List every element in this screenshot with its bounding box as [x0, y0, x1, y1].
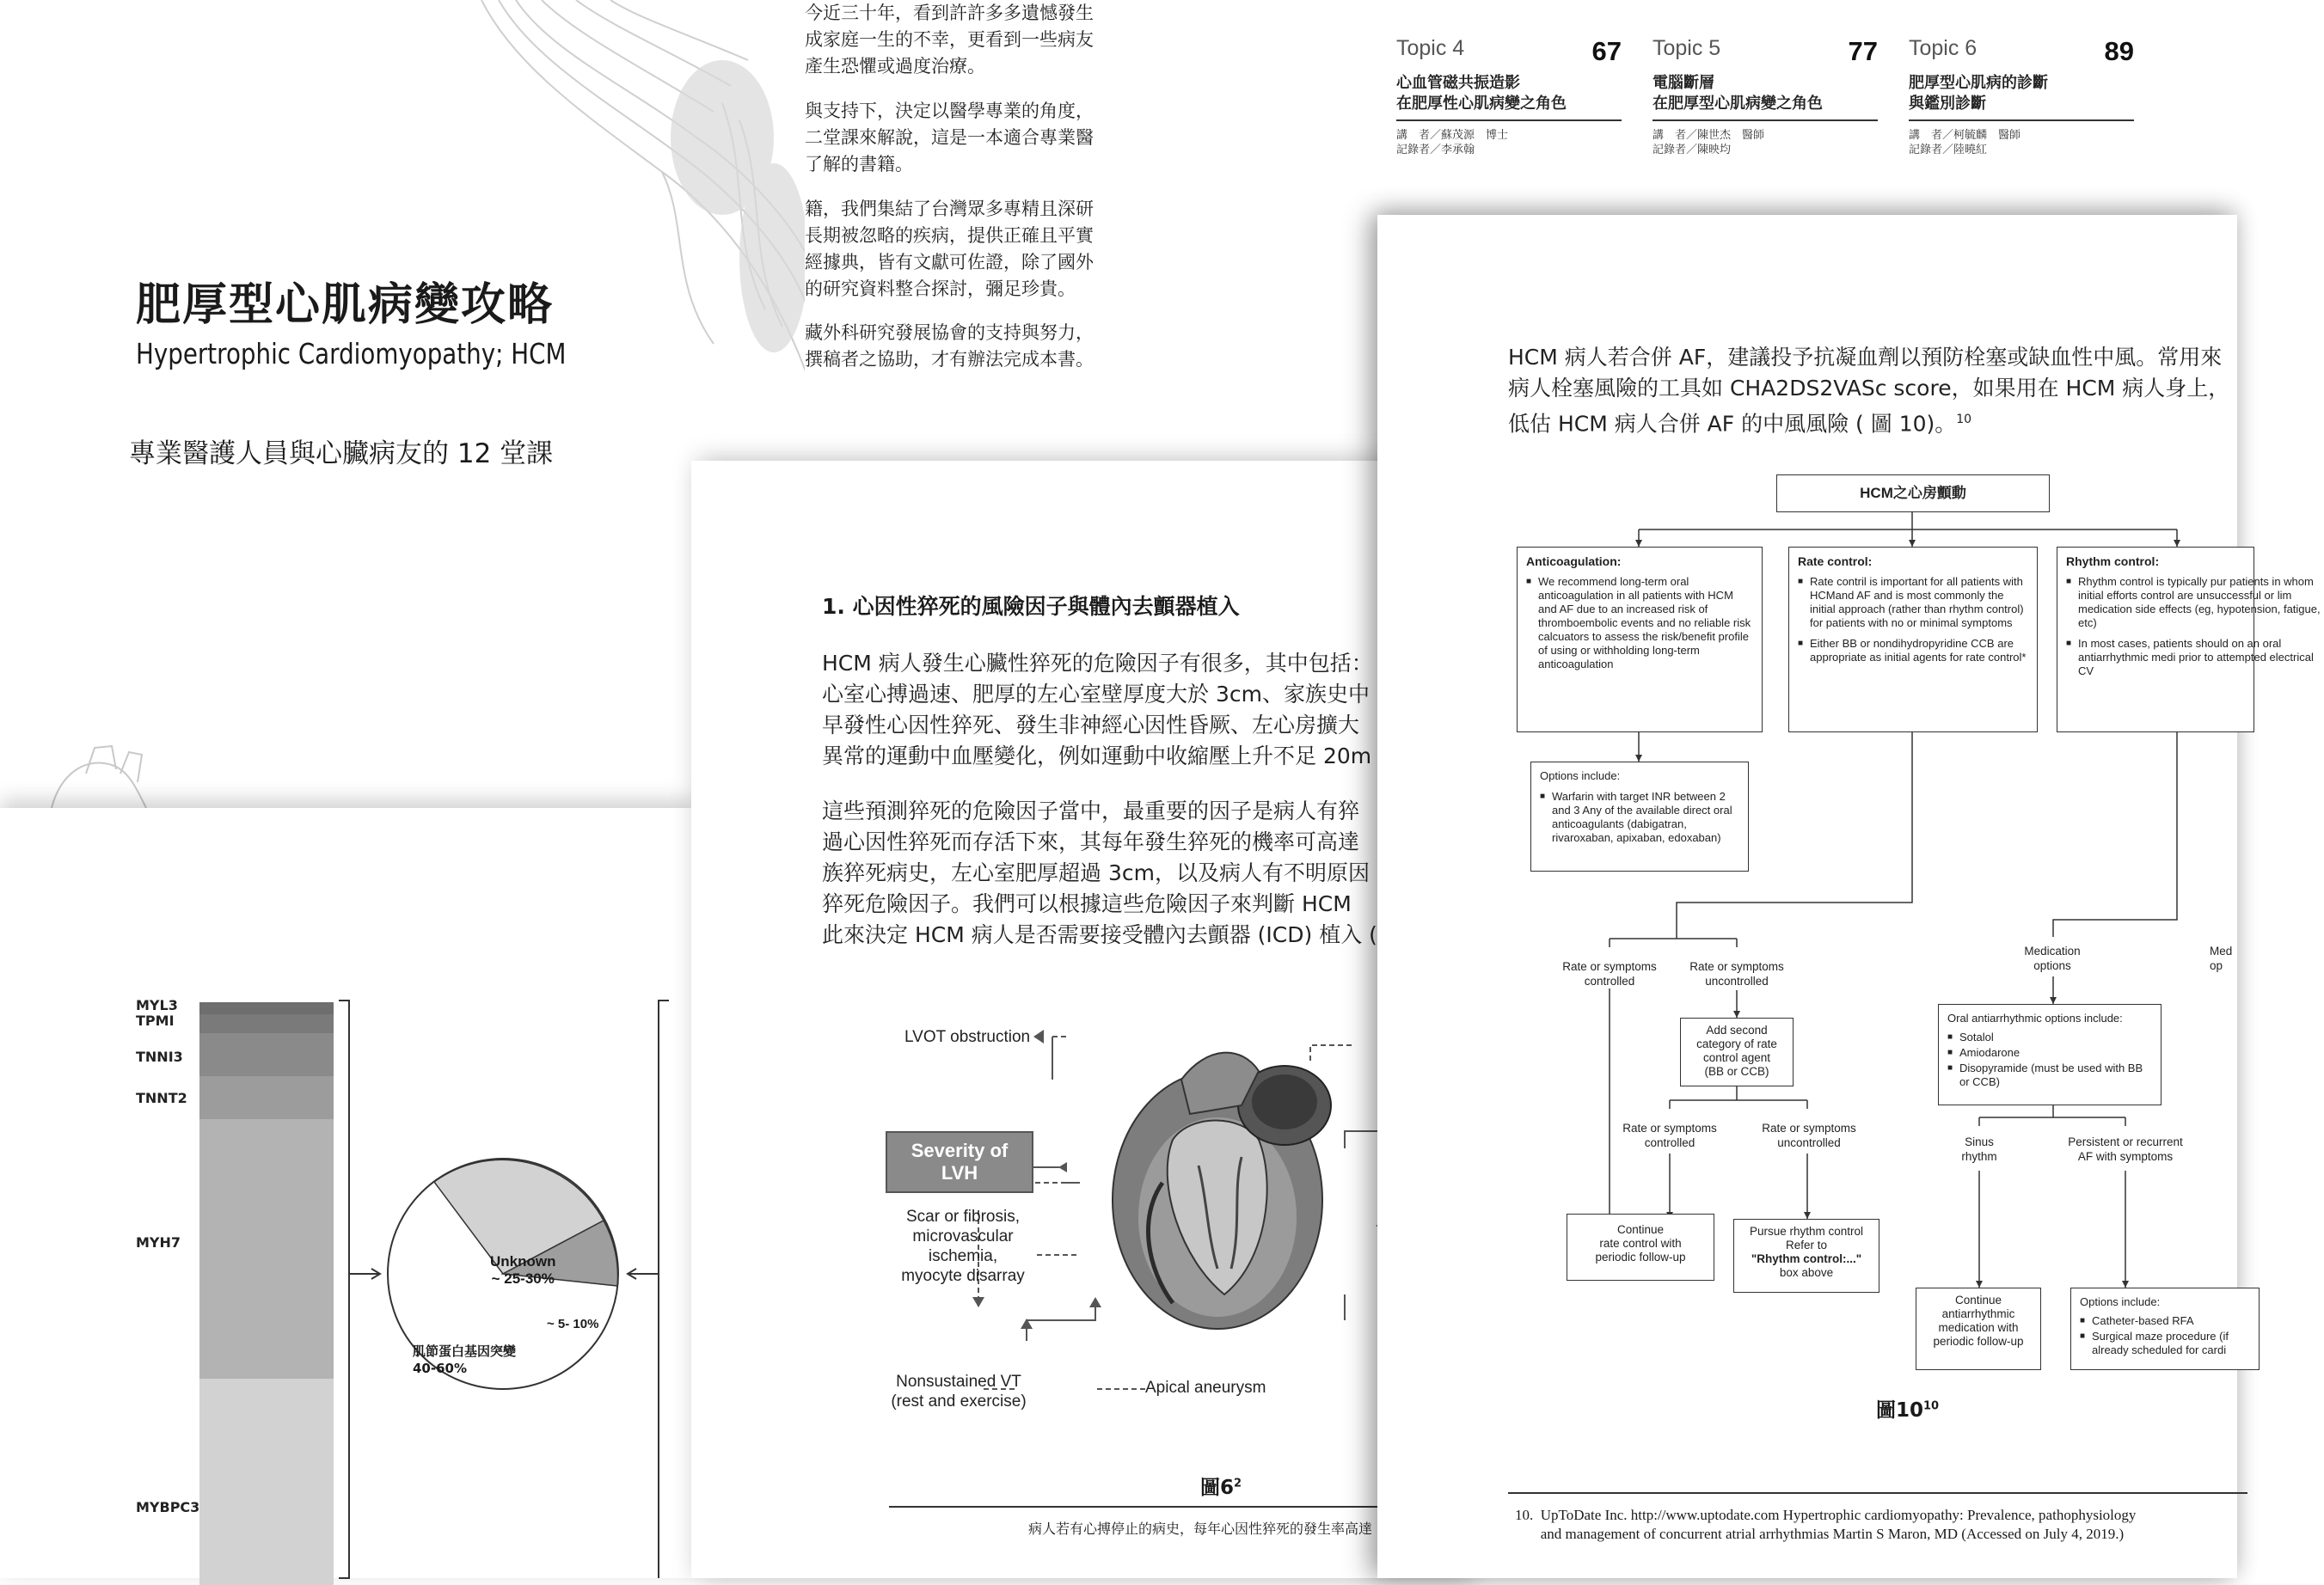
oral-antiarrhythmic-item: ■ Disopyramide (must be used with BB or CCB) — [1947, 1062, 2152, 1089]
rate-control-item: ■ Rate contril is important for all patients with HCMand AF and is most commonly the initial approach (rather than rhythm control) for patients with no or minimal symptoms — [1798, 575, 2028, 630]
topic-number: Topic 5 — [1653, 36, 1721, 60]
pie-unknown-pct: ~ 25-30% — [491, 1270, 555, 1287]
topic-title: 肥厚型心肌病的診斷 與鑑別診斷 — [1909, 74, 2048, 113]
rate-uncontrolled-label: Rate or symptoms uncontrolled — [1689, 960, 1784, 988]
preface-paragraph: 與支持下，決定以醫學專業的角度， 二堂課來解說，這是一本適合專業醫 了解的書籍。 — [805, 101, 1094, 174]
procedure-options-item: ■ Catheter-based RFA — [2080, 1314, 2250, 1328]
topic-entry — [1909, 36, 2134, 157]
topic-entry — [1396, 36, 1622, 157]
bar-segment-mybpc3 — [199, 1379, 334, 1585]
af-page — [1377, 215, 2321, 1578]
anticoag-options-box — [1530, 762, 1749, 872]
continue-antiarrhythmic-box: Continue antiarrhythmic medication with periodic follow-up — [1916, 1288, 2041, 1370]
anticoagulation-item: ■ We recommend long-term oral anticoagulation in all patients with HCM and AF due to an increased risk of thromboembolic events and no reliable risk calcuators to assess the risk/benefit profile of using or withholding long-term anticoagulation — [1526, 575, 1753, 671]
figure-10-caption — [1876, 1394, 1939, 1423]
medication-options-label-2: Med op — [2210, 945, 2233, 972]
figure-caption-ref: 2 — [1234, 1477, 1242, 1490]
figure-10-caption-text: 圖10 — [1876, 1399, 1924, 1422]
add-second-agent-box: Add second category of rate control agent (BB or CCB) — [1680, 1018, 1794, 1086]
topic-number: Topic 6 — [1909, 36, 1978, 60]
preface-paragraph: 今近三十年，看到許許多多遺憾發生 成家庭一生的不幸，更看到一些病友 產生恐懼或過度治療。 — [805, 3, 1094, 76]
figure-10-caption-ref: 10 — [1923, 1399, 1940, 1413]
bar-segment-tnnt2 — [199, 1076, 334, 1119]
af-line-text: 低估 HCM 病人合併 AF 的中風風險 ( 圖 10)。 — [1508, 411, 1957, 437]
topic-speaker: 講 者／蘇茂源 博士 記錄者／李承翰 — [1396, 129, 1509, 156]
gene-label: MYL3 — [136, 997, 178, 1013]
rate-controlled-label: Rate or symptoms controlled — [1562, 960, 1657, 988]
topic-page-number: 89 — [2104, 36, 2134, 66]
rate-control-box — [1788, 547, 2038, 732]
medication-options-label: Medication options — [2024, 945, 2081, 972]
heart-risk-figure — [691, 1011, 1465, 1372]
pie-sarcomere-pct: 40-60% — [413, 1361, 468, 1376]
scd-line: 猝死危險因子。我們可以根據這些危險因子來判斷 HCM — [822, 891, 1352, 916]
pursue-tail: box above — [1779, 1266, 1834, 1279]
anticoag-options-item: ■ Warfarin with target INR between 2 and 3 Any of the available direct oral anticoagulants (dabigatran, rivaroxaban, apixaban, edoxaban) — [1540, 790, 1739, 845]
cover-page — [0, 0, 805, 808]
topic-rule — [1653, 119, 1878, 121]
section-heading: 1. 心因性猝死的風險因子與體內去顫器植入 — [822, 594, 1240, 619]
preface-paragraph: 藏外科研究發展協會的支持與努力， 撰稿者之協助，才有辦法完成本書。 — [805, 322, 1094, 370]
topics-strip — [1379, 26, 2237, 181]
topic-page-number: 67 — [1591, 36, 1622, 66]
rhythm-control-title: Rhythm control: — [2066, 554, 2160, 568]
gene-label: TNNT2 — [136, 1090, 187, 1106]
pursue-rhythm-control-box — [1733, 1219, 1879, 1293]
anticoagulation-title: Anticoagulation: — [1526, 554, 1622, 568]
genetics-page — [0, 808, 696, 1578]
anticoagulation-box — [1517, 547, 1763, 732]
gene-label: MYBPC3 — [136, 1499, 200, 1515]
book-tagline: 專業醫護人員與心臟病友的 12 堂課 — [129, 438, 554, 469]
label-nonsustained-vt: Nonsustained VT (rest and exercise) — [891, 1373, 1027, 1411]
rate-control-title: Rate control: — [1798, 554, 1873, 568]
scd-page — [691, 461, 1465, 1578]
scd-line: 異常的運動中血壓變化，例如運動中收縮壓上升不足 20m — [822, 744, 1372, 768]
procedure-options-item: ■ Surgical maze procedure (if already scheduled for cardi — [2080, 1330, 2252, 1357]
severity-box: Severity of LVH — [886, 1131, 1033, 1193]
bar-segment-tpmi — [199, 1014, 334, 1033]
bar-segment-myh7 — [199, 1119, 334, 1379]
pie-label-unknown — [490, 1253, 556, 1288]
scd-line: 早發性心因性猝死、發生非神經心因性昏厥、左心房擴大 — [822, 713, 1360, 737]
rate-control-item: ■ Either BB or nondihydropyridine CCB are appropriate as initial agents for rate control* — [1798, 637, 2028, 664]
oral-antiarrhythmic-box — [1938, 1004, 2162, 1105]
pursue-text: Pursue rhythm control Refer to — [1749, 1225, 1864, 1251]
bracket-and-pie-figure — [327, 997, 696, 1582]
heart-illustration — [1113, 1053, 1331, 1329]
rate-controlled-label-2: Rate or symptoms controlled — [1622, 1122, 1717, 1149]
pie-unknown-text: Unknown — [490, 1253, 556, 1270]
pie-label-other: ~ 5- 10% — [547, 1317, 599, 1331]
gene-label: MYH7 — [136, 1234, 181, 1251]
topic-rule — [1396, 119, 1622, 121]
rhythm-control-box — [2057, 547, 2321, 732]
label-lvot-obstruction: LVOT obstruction — [904, 1028, 1031, 1046]
reference-rule — [1508, 1492, 2247, 1494]
sinus-rhythm-label: Sinus rhythm — [1961, 1135, 1997, 1163]
bar-segment-myl3 — [199, 1002, 334, 1014]
figure-caption-text: 圖6 — [1200, 1477, 1235, 1499]
scd-line: HCM 病人發生心臟性猝死的危險因子有很多，其中包括： — [822, 651, 1373, 676]
bar-segment-tnni3 — [199, 1033, 334, 1076]
procedure-options-box — [2070, 1288, 2260, 1370]
pie-sarcomere-text: 肌節蛋白基因突變 — [413, 1343, 517, 1359]
oral-antiarrhythmic-item: ■ Sotalol — [1947, 1031, 2152, 1044]
rhythm-control-item: ■ Rhythm control is typically pur patients in whom initial efforts control are unsuccessful or lim medication side effects (eg, hypotension, fatigue, etc) — [2066, 575, 2324, 630]
book-subtitle: Hypertrophic Cardiomyopathy; HCM — [136, 337, 567, 370]
topic-title: 電腦斷層 在肥厚型心肌病變之角色 — [1653, 74, 1823, 113]
label-scar-fibrosis: Scar or fibrosis, microvascular ischemia, myocyte disarray — [901, 1208, 1025, 1285]
af-line-ref: 10 — [1956, 413, 1972, 426]
persistent-af-label: Persistent or recurrent AF with symptoms — [2068, 1135, 2183, 1163]
label-apical-aneurysm: Apical aneurysm — [1145, 1379, 1266, 1397]
scd-line: 心室心搏過速、肥厚的左心室壁厚度大於 3cm、家族史中 — [822, 682, 1370, 707]
preface-page — [805, 0, 1407, 464]
procedure-options-title: Options include: — [2080, 1295, 2161, 1308]
flowchart-top-box: HCM之心房顫動 — [1776, 474, 2050, 512]
scd-line: 此來決定 HCM 病人是否需要接受體內去顫器 (ICD) 植入 ( — [822, 922, 1377, 947]
preface-paragraph: 籍，我們集結了台灣眾多專精且深研 長期被忽略的疾病，提供正確且平實 經據典，皆有文獻可佐證，除了國外 的研究資料整合探討，彌足珍貴。 — [805, 199, 1094, 299]
anticoag-options-title: Options include: — [1540, 769, 1621, 782]
rate-uncontrolled-label-2: Rate or symptoms uncontrolled — [1762, 1122, 1856, 1149]
af-line: 病人栓塞風險的工具如 CHA2DS2VASc score，如果用在 HCM 病人身上， — [1508, 376, 2230, 401]
oral-antiarrhythmic-title: Oral antiarrhythmic options include: — [1947, 1012, 2123, 1025]
topic-number: Topic 4 — [1396, 36, 1465, 60]
scd-line: 族猝死病史，左心室肥厚超過 3cm，以及病人有不明原因 — [822, 860, 1370, 885]
pie-label-sarcomere — [413, 1343, 516, 1377]
book-title: 肥厚型心肌病變攻略 — [136, 279, 555, 331]
topic-speaker: 講 者／陳世杰 醫師 記錄者／陳映均 — [1653, 129, 1765, 156]
gene-label: TPMI — [136, 1013, 175, 1029]
topic-speaker: 講 者／柯毓麟 醫師 記錄者／陸曉紅 — [1909, 129, 2021, 156]
topic-entry — [1653, 36, 1878, 157]
scd-line: 過心因性猝死而存活下來，其每年發生猝死的機率可高達 — [822, 829, 1360, 854]
topic-rule — [1909, 119, 2134, 121]
oral-antiarrhythmic-item: ■ Amiodarone — [1947, 1046, 2152, 1060]
figure-caption — [1200, 1472, 1242, 1500]
heart-sketch-illustration — [464, 0, 808, 395]
scd-line: 這些預測猝死的危險因子當中，最重要的因子是病人有猝 — [822, 799, 1360, 823]
af-line: HCM 病人若合併 AF，建議投予抗凝血劑以預防栓塞或缺血性中風。常用來 — [1508, 345, 2223, 370]
topic-page-number: 77 — [1848, 36, 1878, 66]
continue-rate-control-box: Continue rate control with periodic follow-up — [1567, 1214, 1714, 1281]
reference-text: 10. UpToDate Inc. http://www.uptodate.com Hypertrophic cardiomyopathy: Prevalence, pathophysiology and management of concurrent atrial arrhythmias Martin S Maron, MD (Accessed on July 4, 2019.) — [1515, 1507, 2137, 1542]
heart-sketch-small-illustration — [34, 739, 172, 808]
gene-label: TNNI3 — [136, 1049, 183, 1065]
rhythm-control-item: ■ In most cases, patients should on an oral antiarrhythmic medi prior to attempted electrical CV — [2066, 637, 2324, 678]
footnote-text: 病人若有心搏停止的病史，每年心因性猝死的發生率高達 — [1028, 1521, 1373, 1537]
pursue-reference: "Rhythm control:..." — [1751, 1252, 1862, 1265]
topic-title: 心血管磁共振造影 在肥厚性心肌病變之角色 — [1396, 74, 1567, 113]
